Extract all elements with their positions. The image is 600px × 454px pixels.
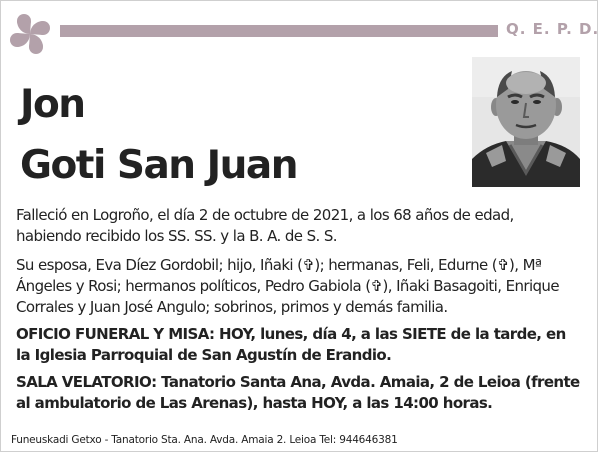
deceased-surnames: Goti San Juan: [20, 143, 297, 188]
funeral-text: OFICIO FUNERAL Y MISA: HOY, lunes, día 4, a las SIETE de la tarde, en la Iglesia Parroquial de San Agustín de Erandio.: [16, 325, 566, 364]
footer-contact: Funeuskadi Getxo - Tanatorio Sta. Ana. Avda. Amaia 2. Leioa Tel: 944646381: [11, 434, 398, 446]
death-notice-text: Falleció en Logroño, el día 2 de octubre de 2021, a los 68 años de edad, habiendo recibido los SS. SS. y la B. A. de S. S.: [16, 206, 514, 245]
family-text: Su esposa, Eva Díez Gordobil; hijo, Iñaki (✞); hermanas, Feli, Edurne (✞), Mª Ángeles y Rosi; hermanos políticos, Pedro Gabiola (✞), Iñaki Basagoiti, Enrique Corrales y Juan José Angulo; sobrinos, primos y demás familia.: [16, 256, 559, 316]
deceased-first-name: Jon: [20, 82, 85, 127]
qepd-label: Q. E. P. D.: [506, 20, 600, 38]
portrait-illustration: [472, 57, 580, 187]
header-bar: [60, 25, 498, 37]
wake-text: SALA VELATORIO: Tanatorio Santa Ana, Avda. Amaia, 2 de Leioa (frente al ambulatorio de Las Arenas), hasta HOY, a las 14:00 horas.: [16, 373, 580, 412]
portrait-photo: [472, 57, 580, 187]
notice-body: [16, 205, 582, 422]
lauburu-icon: [4, 8, 56, 60]
